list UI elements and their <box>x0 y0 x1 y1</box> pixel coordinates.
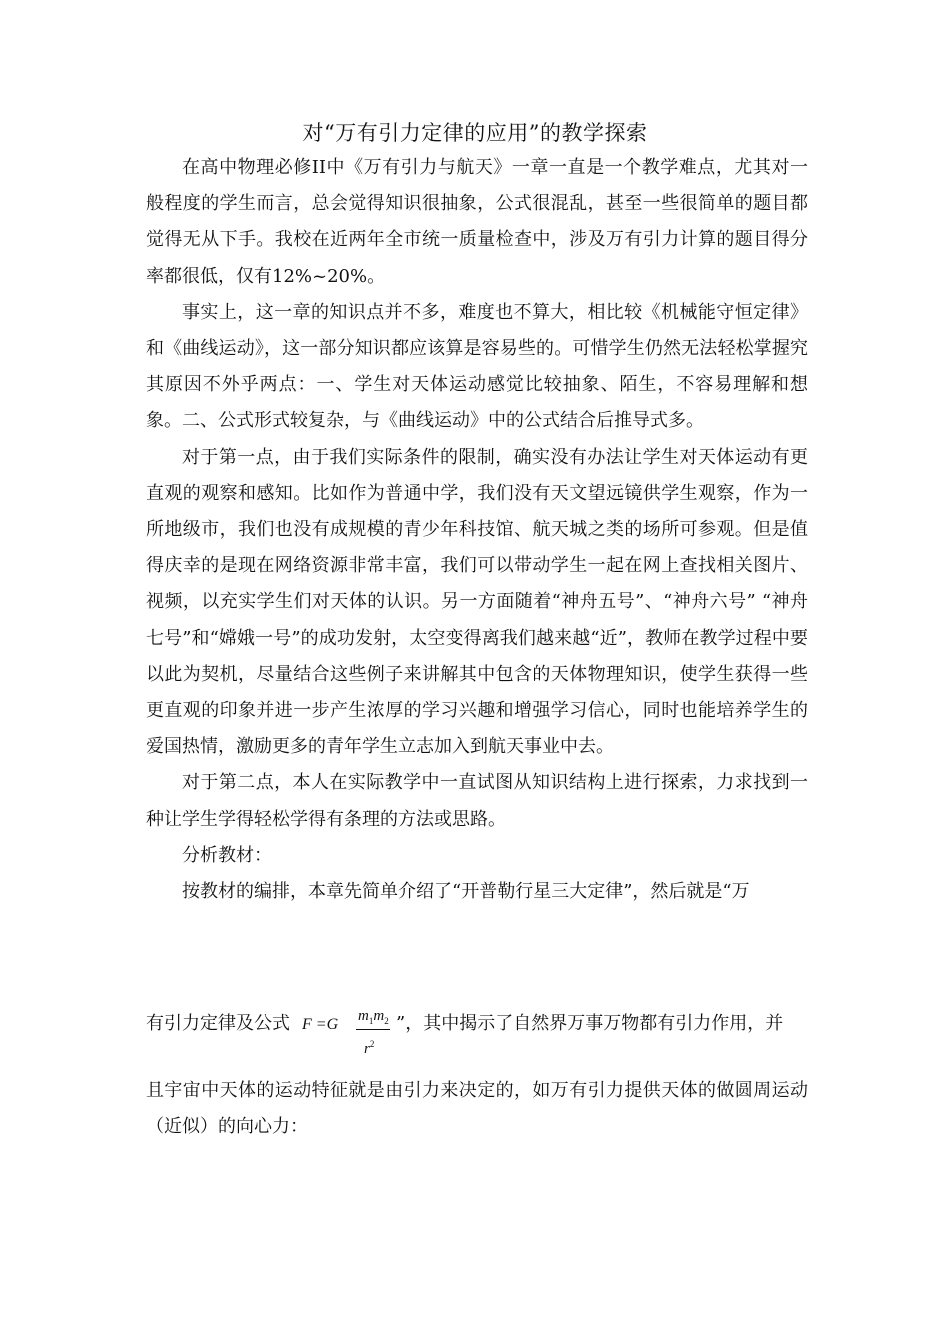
formula-fraction-bar <box>356 1029 390 1030</box>
paragraph-4: 对于第二点，本人在实际教学中一直试图从知识结构上进行探索，力求找到一种让学生学得轻松学得有条理的方法或思路。 <box>146 772 808 830</box>
formula-line-after: ”，其中揭示了自然界万事万物都有引力作用，并 <box>396 1013 784 1034</box>
paragraph-2: 事实上，这一章的知识点并不多，难度也不算大，相比较《机械能守恒定律》和《曲线运动》，这一部分知识都应该算是容易些的。可惜学生仍然无法轻松掌握究其原因不外乎两点：一、学生对天体运动感觉比较抽象、陌生，不容易理解和想象。二、公式形式较复杂，与《曲线运动》中的公式结合后推导式多。 <box>146 301 808 432</box>
paragraph-5: 分析教材： <box>182 844 272 866</box>
paragraph-3: 对于第一点，由于我们实际条件的限制，确实没有办法让学生对天体运动有更直观的观察和感知。比如作为普通中学，我们没有天文望远镜供学生观察，作为一所地级市，我们也没有成规模的青少年科技馆、航天城之类的场所可参观。但是值得庆幸的是现在网络资源非常丰富，我们可以带动学生一起在网上查找相关图片、视频，以充实学生们对天体的认识。另一方面随着“神舟五号”、“神舟六号” “神舟七号”和“嫦娥一号”的成功发射，太空变得离我们越来越“近”，教师在教学过程中要以此为契机，尽量结合这些例子来讲解其中包含的天体物理知识，使学生获得一些更直观的印象并进一步产生浓厚的学习兴趣和增强学习信心，同时也能培养学生的爱国热情，激励更多的青年学生立志加入到航天事业中去。 <box>146 446 808 758</box>
formula-m1: m <box>358 1008 369 1024</box>
gravitation-formula <box>298 1002 394 1060</box>
document-title: 对“万有引力定律的应用”的教学探索 <box>302 121 648 145</box>
tail-paragraph <box>146 1073 808 1145</box>
formula-line <box>146 1002 808 1062</box>
paragraph-6: 按教材的编排，本章先简单介绍了“开普勒行星三大定律”，然后就是“万 <box>182 881 750 903</box>
formula-m2: m <box>373 1008 385 1024</box>
formula-denominator <box>364 1036 374 1057</box>
tail-text: 且宇宙中天体的运动特征就是由引力来决定的，如万有引力提供天体的做圆周运动（近似）的向心力： <box>146 1080 808 1137</box>
formula-lhs: F =G <box>302 1016 339 1033</box>
document-body <box>146 150 808 910</box>
formula-exp: 2 <box>369 1039 375 1049</box>
paragraph-1: 在高中物理必修II中《万有引力与航天》一章一直是一个教学难点，尤其对一般程度的学生而言，总会觉得知识很抽象，公式很混乱，甚至一些很简单的题目都觉得无从下手。我校在近两年全市统一质量检查中，涉及万有引力计算的题目得分率都很低，仅有12%~20%。 <box>146 157 808 287</box>
formula-numerator <box>358 1008 389 1029</box>
formula-sub2: 2 <box>384 1016 389 1026</box>
formula-line-before: 有引力定律及公式 <box>146 1013 290 1034</box>
formula-sub1: 1 <box>368 1016 374 1026</box>
formula-r: r <box>364 1041 370 1057</box>
